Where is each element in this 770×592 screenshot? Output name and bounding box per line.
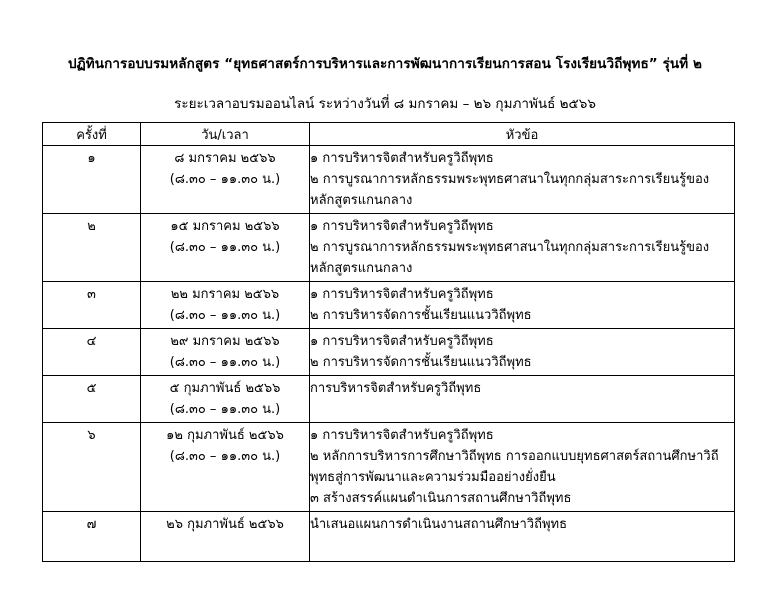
session-date-time (141, 146, 310, 214)
session-date: ๒๙ มกราคม ๒๕๖๖ (170, 334, 280, 349)
session-time: (๘.๓๐ – ๑๑.๓๐ น.) (169, 402, 281, 417)
session-number: ๕ (43, 376, 141, 423)
topic-item: ๒ การบริหารจัดการชั้นเรียนแนววิถีพุทธ (310, 308, 532, 323)
header-session: ครั้งที่ (43, 123, 141, 146)
session-number: ๓ (43, 282, 141, 329)
session-date: ๒๖ กุมภาพันธ์ ๒๕๖๖ (166, 517, 284, 532)
session-date: ๒๒ มกราคม ๒๕๖๖ (170, 287, 280, 302)
session-date-time (141, 512, 310, 562)
table-row (43, 512, 735, 562)
topic-item: นำเสนอแผนการดำเนินงานสถานศึกษาวิถีพุทธ (310, 517, 568, 532)
session-topics (310, 329, 735, 376)
session-time: (๘.๓๐ – ๑๑.๓๐ น.) (169, 240, 281, 255)
session-topics (310, 423, 735, 512)
topic-item: ๑ การบริหารจิตสำหรับครูวิถีพุทธ (310, 219, 494, 234)
topic-item: ๑ การบริหารจิตสำหรับครูวิถีพุทธ (310, 334, 494, 349)
session-date-time (141, 423, 310, 512)
session-date: ๘ มกราคม ๒๕๖๖ (174, 151, 276, 166)
session-date-time (141, 214, 310, 282)
topic-item: ๑ การบริหารจิตสำหรับครูวิถีพุทธ (310, 287, 494, 302)
topic-item: ๑ การบริหารจิตสำหรับครูวิถีพุทธ (310, 151, 494, 166)
table-row (43, 423, 735, 512)
session-topics (310, 512, 735, 562)
topic-item: ๒ หลักการบริหารการศึกษาวิถีพุทธ การออกแบบยุทธศาสตร์สถานศึกษาวิถีพุทธสู่การพัฒนาและความร่วมมืออย่างยั่งยืน (310, 449, 719, 485)
session-date-time (141, 282, 310, 329)
session-number: ๑ (43, 146, 141, 214)
session-time: (๘.๓๐ – ๑๑.๓๐ น.) (169, 308, 281, 323)
topic-item: ๒ การบริหารจัดการชั้นเรียนแนววิถีพุทธ (310, 355, 532, 370)
document-title: ปฏิทินการอบบรมหลักสูตร “ยุทธศาสตร์การบริหารและการพัฒนาการเรียนการสอน โรงเรียนวิถีพุทธ” รุ่นที่ ๒ (67, 56, 703, 72)
topic-item: ๒ การบูรณาการหลักธรรมพระพุทธศาสนาในทุกกลุ่มสาระการเรียนรู้ของหลักสูตรแกนกลาง (310, 240, 710, 276)
session-time: (๘.๓๐ – ๑๑.๓๐ น.) (169, 449, 281, 464)
session-date: ๑๒ กุมภาพันธ์ ๒๕๖๖ (166, 428, 284, 443)
session-number: ๔ (43, 329, 141, 376)
topic-item: ๓ สร้างสรรค์แผนดำเนินการสถานศึกษาวิถีพุทธ (310, 491, 572, 506)
session-date: ๕ กุมภาพันธ์ ๒๕๖๖ (169, 381, 281, 396)
topic-item: ๒ การบูรณาการหลักธรรมพระพุทธศาสนาในทุกกลุ่มสาระการเรียนรู้ของหลักสูตรแกนกลาง (310, 172, 710, 208)
table-row (43, 282, 735, 329)
topic-item: ๑ การบริหารจิตสำหรับครูวิถีพุทธ (310, 428, 494, 443)
session-number: ๖ (43, 423, 141, 512)
session-topics (310, 146, 735, 214)
schedule-table (42, 122, 735, 562)
session-date: ๑๕ มกราคม ๒๕๖๖ (170, 219, 280, 234)
session-date-time (141, 329, 310, 376)
header-topic: หัวข้อ (310, 123, 735, 146)
session-date-time (141, 376, 310, 423)
session-number: ๗ (43, 512, 141, 562)
document-subtitle: ระยะเวลาอบรมออนไลน์ ระหว่างวันที่ ๘ มกราคม – ๒๖ กุมภาพันธ์ ๒๕๖๖ (174, 96, 596, 112)
session-time: (๘.๓๐ – ๑๑.๓๐ น.) (169, 355, 281, 370)
table-row (43, 329, 735, 376)
table-row (43, 376, 735, 423)
topic-item: การบริหารจิตสำหรับครูวิถีพุทธ (310, 381, 482, 396)
table-row (43, 214, 735, 282)
session-topics (310, 376, 735, 423)
session-number: ๒ (43, 214, 141, 282)
session-topics (310, 214, 735, 282)
table-row (43, 146, 735, 214)
session-time: (๘.๓๐ – ๑๑.๓๐ น.) (169, 172, 281, 187)
session-topics (310, 282, 735, 329)
header-date-time: วัน/เวลา (141, 123, 310, 146)
table-header-row (43, 123, 735, 146)
